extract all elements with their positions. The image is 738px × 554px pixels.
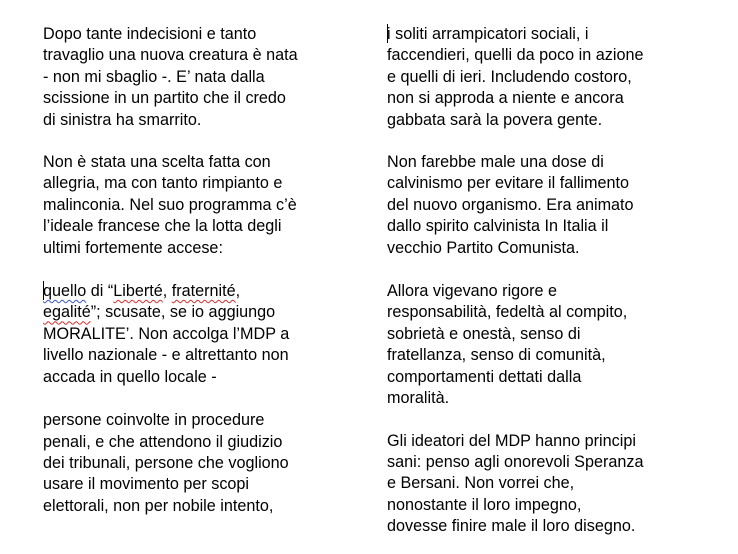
text-line: livello nazionale - e altrettanto non <box>43 346 289 365</box>
text-line: faccendieri, quelli da poco in azione <box>387 46 644 65</box>
text-line: penali, e che attendono il giudizio <box>43 432 283 451</box>
text-line: sani: penso agli onorevoli Speranza <box>387 452 644 471</box>
paragraph-right-3 <box>387 281 707 409</box>
text-line: - non mi sbaglio -. E’ nata dalla <box>43 67 265 86</box>
spellcheck-flag-word[interactable]: fraternité <box>171 282 236 301</box>
paragraph-right-4 <box>387 431 707 538</box>
text-line <box>43 302 363 323</box>
text-line: malinconia. Nel suo programma c’è <box>43 195 297 214</box>
text-line: e quelli di ieri. Includendo costoro, <box>387 67 632 86</box>
left-column <box>43 24 363 517</box>
text-run: i soliti arrampicatori sociali, i <box>387 25 589 43</box>
text-line: Dopo tante indecisioni e tanto <box>43 25 257 43</box>
text-line: allegria, ma con tanto rimpianto e <box>43 174 283 193</box>
text-run: , <box>162 282 172 301</box>
text-line: del nuovo organismo. Era animato <box>387 195 634 214</box>
paragraph-left-3 <box>43 281 363 388</box>
text-line: Allora vigevano rigore e <box>387 282 558 301</box>
text-line <box>387 24 707 45</box>
text-line: nonostante il loro impegno, <box>387 495 582 514</box>
text-line: responsabilità, fedeltà al compito, <box>387 303 628 322</box>
text-line: Non farebbe male una dose di <box>387 153 604 172</box>
paragraph-left-2 <box>43 152 363 259</box>
text-run: ”; scusate, se io aggiungo <box>90 303 276 322</box>
spellcheck-flag-word[interactable]: egalité <box>43 303 91 322</box>
text-line: e Bersani. Non vorrei che, <box>387 474 575 493</box>
paragraph-left-1 <box>43 24 363 131</box>
text-line: non si approda a niente e ancora <box>387 89 624 108</box>
text-line: moralità. <box>387 389 450 408</box>
text-line: dei tribunali, persone che vogliono <box>43 453 289 472</box>
text-line: usare il movimento per scopi <box>43 475 250 494</box>
text-line: Gli ideatori del MDP hanno principi <box>387 431 636 450</box>
text-line: persone coinvolte in procedure <box>43 411 265 430</box>
text-line: dallo spirito calvinista In Italia il <box>387 217 609 236</box>
text-line: Non è stata una scelta fatta con <box>43 153 271 172</box>
text-line: travaglio una nuova creatura è nata <box>43 46 298 65</box>
spellcheck-flag-word[interactable]: Liberté <box>113 282 163 301</box>
text-line: dovesse finire male il loro disegno. <box>387 517 636 536</box>
right-column <box>387 24 707 538</box>
text-line: sobrietà e onestà, senso di <box>387 324 581 343</box>
text-line: gabbata sarà la povera gente. <box>387 110 603 129</box>
text-line: di sinistra ha smarrito. <box>43 110 202 129</box>
text-line: fratellanza, senso di comunità, <box>387 346 606 365</box>
text-run: , <box>235 282 241 301</box>
text-line: ultimi fortemente accese: <box>43 238 223 257</box>
text-line: comportamenti dettati dalla <box>387 367 582 386</box>
text-line <box>43 281 363 302</box>
paragraph-left-4 <box>43 410 363 517</box>
paragraph-right-2 <box>387 152 707 259</box>
text-line: accada in quello locale - <box>43 367 217 386</box>
text-run: di “ <box>86 282 114 301</box>
text-line: l’ideale francese che la lotta degli <box>43 217 282 236</box>
text-line: scissione in un partito che il credo <box>43 89 286 108</box>
paragraph-right-1 <box>387 24 707 131</box>
text-line: calvinismo per evitare il fallimento <box>387 174 630 193</box>
text-line: vecchio Partito Comunista. <box>387 238 580 257</box>
text-line: MORALITE’. Non accolga l’MDP a <box>43 324 290 343</box>
text-line: elettorali, non per nobile intento, <box>43 496 274 515</box>
grammar-flag-word[interactable]: quello <box>43 282 87 301</box>
